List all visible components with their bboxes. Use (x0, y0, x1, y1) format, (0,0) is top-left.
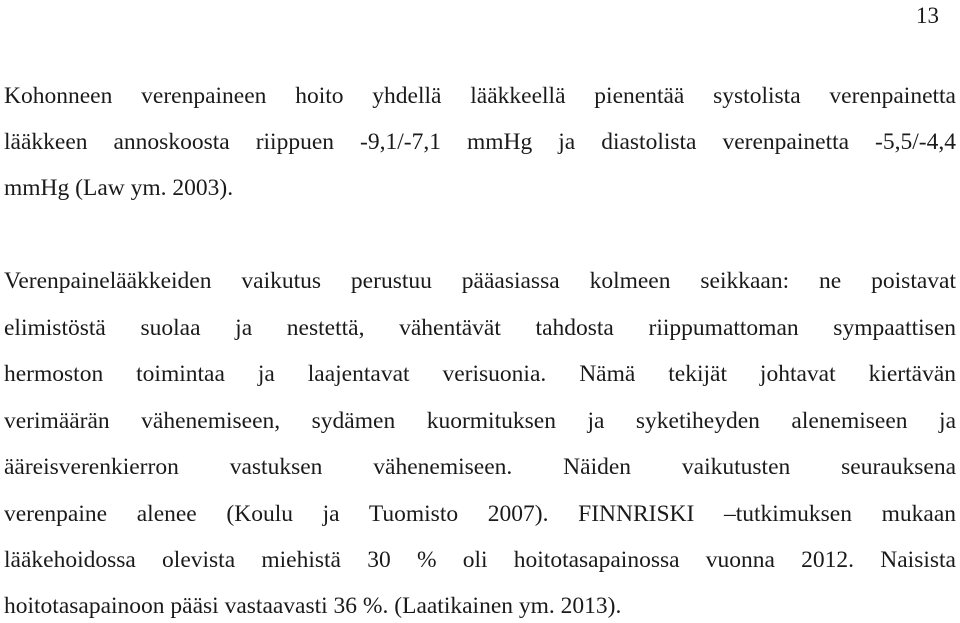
page-number: 13 (916, 3, 939, 28)
text-line: lääkehoidossa olevista miehistä 30 % oli hoitotasapainossa vuonna 2012. Naisista (4, 547, 956, 573)
text-line: elimistöstä suolaa ja nestettä, vähentävät tahdosta riippumattoman sympaattisen (4, 315, 956, 341)
text-line: hermoston toimintaa ja laajentavat verisuonia. Nämä tekijät johtavat kiertävän (4, 361, 956, 387)
text-line: Verenpainelääkkeiden vaikutus perustuu pääasiassa kolmeen seikkaan: ne poistavat (4, 268, 956, 294)
text-line: ääreisverenkierron vastuksen vähenemiseen. Näiden vaikutusten seurauksena (4, 454, 956, 480)
text-line: Kohonneen verenpaineen hoito yhdellä lääkkeellä pienentää systolista verenpainetta (4, 83, 956, 109)
text-line: hoitotasapainoon pääsi vastaavasti 36 %. (Laatikainen ym. 2013). (4, 593, 622, 619)
text-line: mmHg (Law ym. 2003). (4, 175, 234, 201)
text-line: verenpaine alenee (Koulu ja Tuomisto 2007). FINNRISKI –tutkimuksen mukaan (4, 501, 956, 527)
text-line: verimäärän vähenemiseen, sydämen kuormituksen ja syketiheyden alenemiseen ja (4, 408, 956, 434)
text-line: lääkkeen annoskoosta riippuen -9,1/-7,1 mmHg ja diastolista verenpainetta -5,5/-4,4 (4, 129, 956, 155)
